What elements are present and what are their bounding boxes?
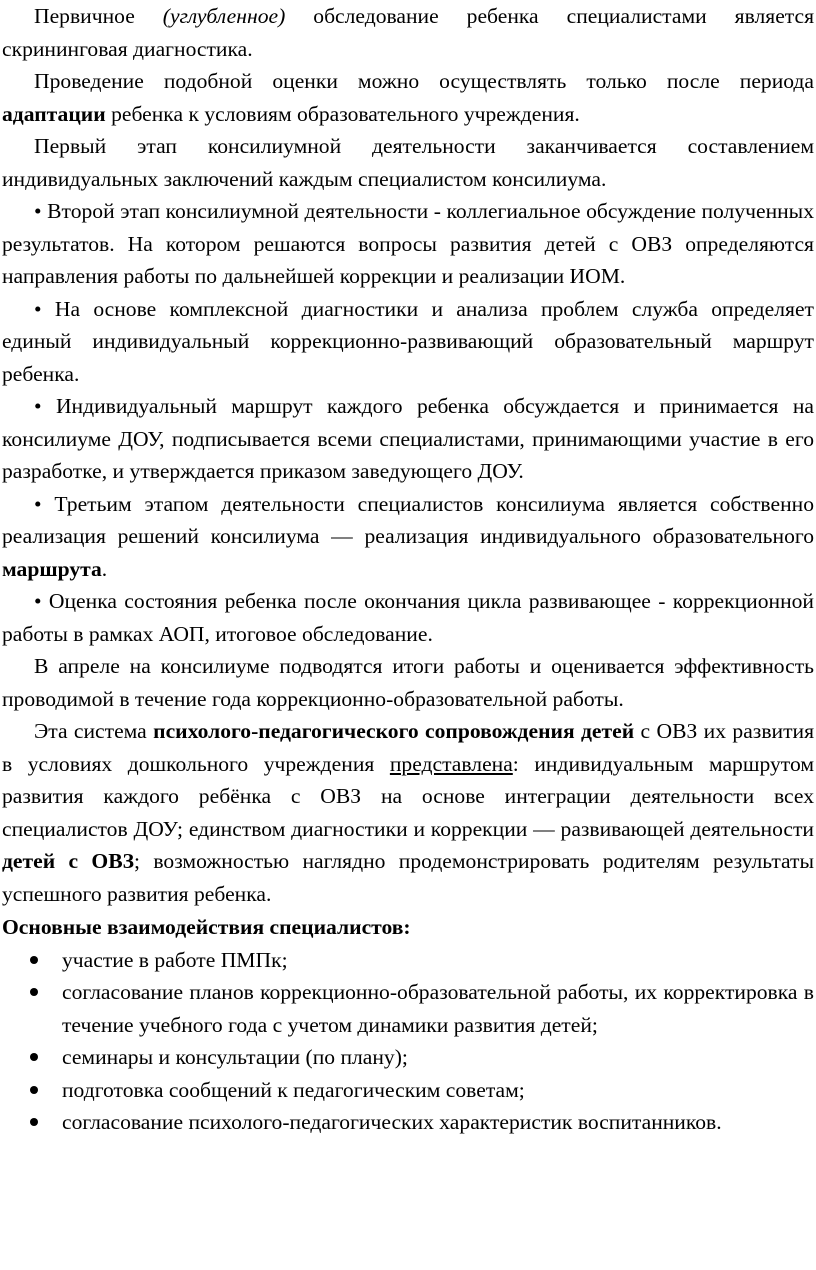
bullet-icon (30, 988, 38, 996)
bullet-icon (30, 1118, 38, 1126)
italic-term: (углубленное) (162, 4, 286, 28)
section-heading: Основные взаимодействия специалистов: (2, 915, 411, 939)
bold-term-support: психолого-педагогического сопровождения детей (153, 719, 635, 743)
paragraph-assessment: • Оценка состояния ребенка после окончания цикла развивающее - коррекционной работы в рамках АОП, итоговое обследование. (2, 589, 814, 646)
bullet-icon (30, 1086, 38, 1094)
bold-term-adaptation: адаптации (2, 101, 106, 126)
list-item: согласование психолого-педагогических характеристик воспитанников. (2, 1106, 814, 1139)
paragraph-complex-diagnostics: • На основе комплексной диагностики и анализа проблем служба определяет единый индивидуальный коррекционно-развивающий образовательный маршрут ребенка. (2, 296, 814, 386)
bold-term-children: детей с ОВЗ (2, 849, 135, 873)
paragraph-first-stage: Первый этап консилиумной деятельности заканчивается составлением индивидуальных заключений каждым специалистом консилиума. (2, 134, 814, 191)
list-item: участие в работе ПМПк; (2, 944, 814, 977)
list-item: согласование планов коррекционно-образовательной работы, их корректировка в течение учебного года с учетом динамики развития детей; (2, 976, 814, 1041)
paragraph-second-stage: • Второй этап консилиумной деятельности - коллегиальное обсуждение полученных результатов. На котором решаются вопросы развития детей с ОВЗ определяются направления работы по дальнейшей коррекции и реализации ИОМ. (2, 199, 814, 288)
paragraph-individual-route: • Индивидуальный маршрут каждого ребенка обсуждается и принимается на консилиуме ДОУ, подписывается всеми специалистами, принимающими участие в его разработке, и утверждается приказом заведующего ДОУ. (2, 394, 814, 483)
paragraph-support-system: Эта система психолого-педагогического сопровождения детей с ОВЗ их развития в условиях дошкольного учреждения представлена: индивидуальным маршрутом развития каждого ребёнка с ОВЗ на основе интеграции деятельности всех специалистов ДОУ; единством диагностики и коррекции — развивающей деятельности детей с ОВЗ; возможностью наглядно продемонстрировать родителям результаты успешного развития ребенка. (2, 719, 814, 906)
list-item: подготовка сообщений к педагогическим советам; (2, 1074, 814, 1107)
paragraph-april-results: В апреле на консилиуме подводятся итоги работы и оценивается эффективность проводимой в течение года коррекционно-образовательной работы. (2, 654, 814, 711)
bullet-icon (30, 1053, 38, 1061)
list-item: семинары и консультации (по плану); (2, 1041, 814, 1074)
interactions-list (2, 944, 814, 1139)
paragraph-third-stage: • Третьим этапом деятельности специалистов консилиума является собственно реализация решений консилиума — реализация индивидуального образовательного маршрута. (2, 491, 814, 581)
bullet-icon (30, 956, 38, 964)
paragraph-adaptation: Проведение подобной оценки можно осуществлять только после периода адаптации ребенка к условиям образовательного учреждения. (2, 69, 814, 126)
bold-term-route: маршрута (2, 556, 102, 581)
underlined-term: представлена (389, 751, 513, 776)
paragraph-screening: Первичное (углубленное) обследование ребенка специалистами является скрининговая диагностика. (2, 4, 815, 61)
